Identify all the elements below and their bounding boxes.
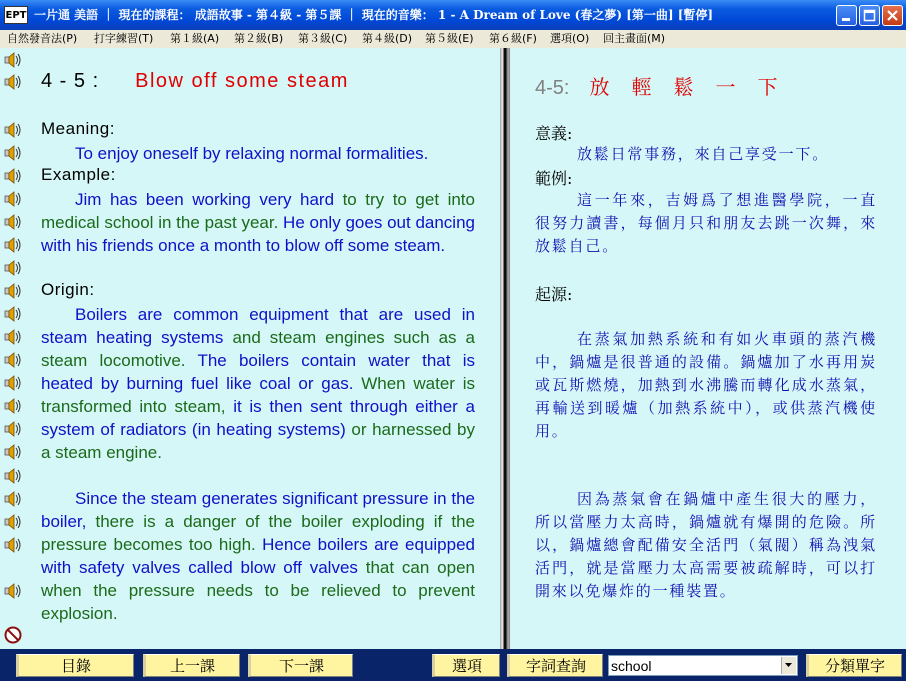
- stop-icon[interactable]: [4, 626, 22, 644]
- menu-phonics[interactable]: 自然發音法(P): [7, 32, 78, 45]
- dictionary-button[interactable]: 字詞查詢: [507, 654, 603, 677]
- maximize-button[interactable]: [859, 5, 880, 26]
- minimize-icon: [837, 6, 856, 25]
- speaker-icon[interactable]: [3, 466, 25, 486]
- example-text: [41, 188, 475, 257]
- speaker-icon[interactable]: [3, 189, 25, 209]
- meaning-label: Meaning:: [41, 119, 115, 138]
- lesson-title: Blow off some steam: [135, 70, 349, 92]
- dropdown-button[interactable]: [781, 657, 796, 674]
- chevron-down-icon: [782, 657, 795, 672]
- menu-level-3[interactable]: 第３級(C): [298, 32, 348, 45]
- app-icon[interactable]: EPT: [4, 6, 28, 24]
- speaker-icon[interactable]: [3, 373, 25, 393]
- speaker-icon[interactable]: [3, 396, 25, 416]
- origin-sentence: Since the steam generates significant pressure in the boiler,: [41, 489, 475, 531]
- origin-sentence: it is then sent through either a system of radiators (in heating systems): [41, 397, 475, 439]
- menu-level-6[interactable]: 第６級(F): [489, 32, 537, 45]
- origin-sentence: or harnessed by a steam engine.: [41, 420, 475, 462]
- origin-sentence: When water is transformed into steam,: [41, 374, 475, 416]
- example-sentence: He only goes out dancing with his friends once a month to blow off some steam.: [41, 213, 475, 255]
- next-lesson-button[interactable]: 下一課: [248, 654, 353, 677]
- menu-level-5[interactable]: 第５級(E): [425, 32, 474, 45]
- window-title: 一片通 美語 ｜ 現在的課程： 成語故事 - 第４級 - 第５課 ｜ 現在的音樂： 1 - A Dream of Love (春之夢) [第一曲] [暫停]: [34, 8, 714, 22]
- speaker-icon[interactable]: [3, 304, 25, 324]
- meaning-text-chinese: 放鬆日常事務，來自己享受一下。: [577, 145, 830, 163]
- word-category-button[interactable]: 分類單字: [806, 654, 902, 677]
- example-label: Example:: [41, 165, 116, 184]
- speaker-icon[interactable]: [3, 72, 25, 92]
- example-label-chinese: 範例:: [535, 169, 573, 188]
- origin-sentence: that can open when the pressure needs to be relieved to prevent explosion.: [41, 558, 475, 623]
- speaker-icon[interactable]: [3, 166, 25, 186]
- origin-label-chinese: 起源:: [535, 285, 573, 304]
- index-button[interactable]: 目錄: [16, 654, 134, 677]
- lesson-heading-chinese: [535, 71, 799, 100]
- origin-sentence: Boilers are common equipment that are used in steam heating systems: [41, 305, 475, 347]
- menu-bar: [0, 30, 906, 48]
- menu-main-screen[interactable]: 回主畫面(M): [603, 32, 666, 45]
- origin-paragraph-2: [41, 487, 475, 625]
- lesson-heading-english: [41, 70, 349, 93]
- origin-paragraph-1: [41, 303, 475, 464]
- lesson-number: 4 - 5 :: [41, 70, 100, 92]
- origin-label: Origin:: [41, 280, 95, 299]
- speaker-icon[interactable]: [3, 281, 25, 301]
- meaning-text: To enjoy oneself by relaxing normal formalities.: [75, 144, 429, 163]
- speaker-icon[interactable]: [3, 120, 25, 140]
- lesson-number-chinese: 4-5:: [535, 77, 570, 99]
- speaker-icon[interactable]: [3, 350, 25, 370]
- origin-sentence: Hence boilers are equipped with safety valves called blow off valves: [41, 535, 475, 577]
- speaker-icon[interactable]: [3, 327, 25, 347]
- origin-paragraph-1-chinese: 在蒸氣加熱系統和有如火車頭的蒸汽機中，鍋爐是很普通的設備。鍋爐加了水再用炭或瓦斯燃燒，加熱到水沸騰而轉化成水蒸氣，再輸送到暖爐（加熱系統中），或供蒸汽機使用。: [535, 330, 877, 440]
- speaker-icon[interactable]: [3, 50, 25, 70]
- title-bar[interactable]: [0, 0, 906, 30]
- speaker-icon[interactable]: [3, 235, 25, 255]
- menu-level-2[interactable]: 第２級(B): [234, 32, 284, 45]
- minimize-button[interactable]: [836, 5, 857, 26]
- close-button[interactable]: [882, 5, 903, 26]
- speaker-icon[interactable]: [3, 489, 25, 509]
- speaker-icon[interactable]: [3, 512, 25, 532]
- prev-lesson-button[interactable]: 上一課: [143, 654, 240, 677]
- lesson-title-chinese: 放輕鬆一下: [589, 75, 800, 99]
- origin-sentence: The boilers contain water that is heated by burning fuel like coal or gas.: [41, 351, 475, 393]
- speaker-icon[interactable]: [3, 212, 25, 232]
- speaker-icon[interactable]: [3, 535, 25, 555]
- menu-level-1[interactable]: 第１級(A): [170, 32, 220, 45]
- search-input[interactable]: [611, 657, 779, 674]
- speaker-icon[interactable]: [3, 442, 25, 462]
- menu-level-4[interactable]: 第４級(D): [362, 32, 413, 45]
- origin-sentence: there is a danger of the boiler exploding if the pressure becomes too high.: [41, 512, 475, 554]
- search-combobox[interactable]: [608, 655, 798, 676]
- origin-sentence: and steam engines such as a steam locomotive.: [41, 328, 475, 370]
- maximize-icon: [860, 6, 879, 25]
- speaker-icon[interactable]: [3, 419, 25, 439]
- example-text-chinese: 這一年來，吉姆爲了想進醫學院，一直很努力讀書，每個月只和朋友去跳一次舞，來放鬆自己。: [535, 191, 877, 255]
- options-button[interactable]: 選項: [432, 654, 500, 677]
- example-sentence: Jim has been working very hard: [75, 190, 343, 209]
- close-icon: [883, 6, 902, 25]
- pane-splitter[interactable]: [500, 48, 510, 649]
- origin-paragraph-2-chinese: 因為蒸氣會在鍋爐中產生很大的壓力，所以當壓力太高時，鍋爐就有爆開的危險。所以，鍋爐總會配備安全活門（氣閥）稱為洩氣活門，就是當壓力太高需要被疏解時，可以打開來以免爆炸的一種裝置。: [535, 490, 877, 600]
- speaker-icon[interactable]: [3, 581, 25, 601]
- meaning-label-chinese: 意義:: [535, 124, 573, 143]
- speaker-icon[interactable]: [3, 258, 25, 278]
- menu-typing[interactable]: 打字練習(T): [94, 32, 154, 45]
- menu-options[interactable]: 選項(O): [550, 32, 590, 45]
- speaker-icon[interactable]: [3, 143, 25, 163]
- example-sentence: to try to get into medical school in the past year.: [41, 190, 475, 232]
